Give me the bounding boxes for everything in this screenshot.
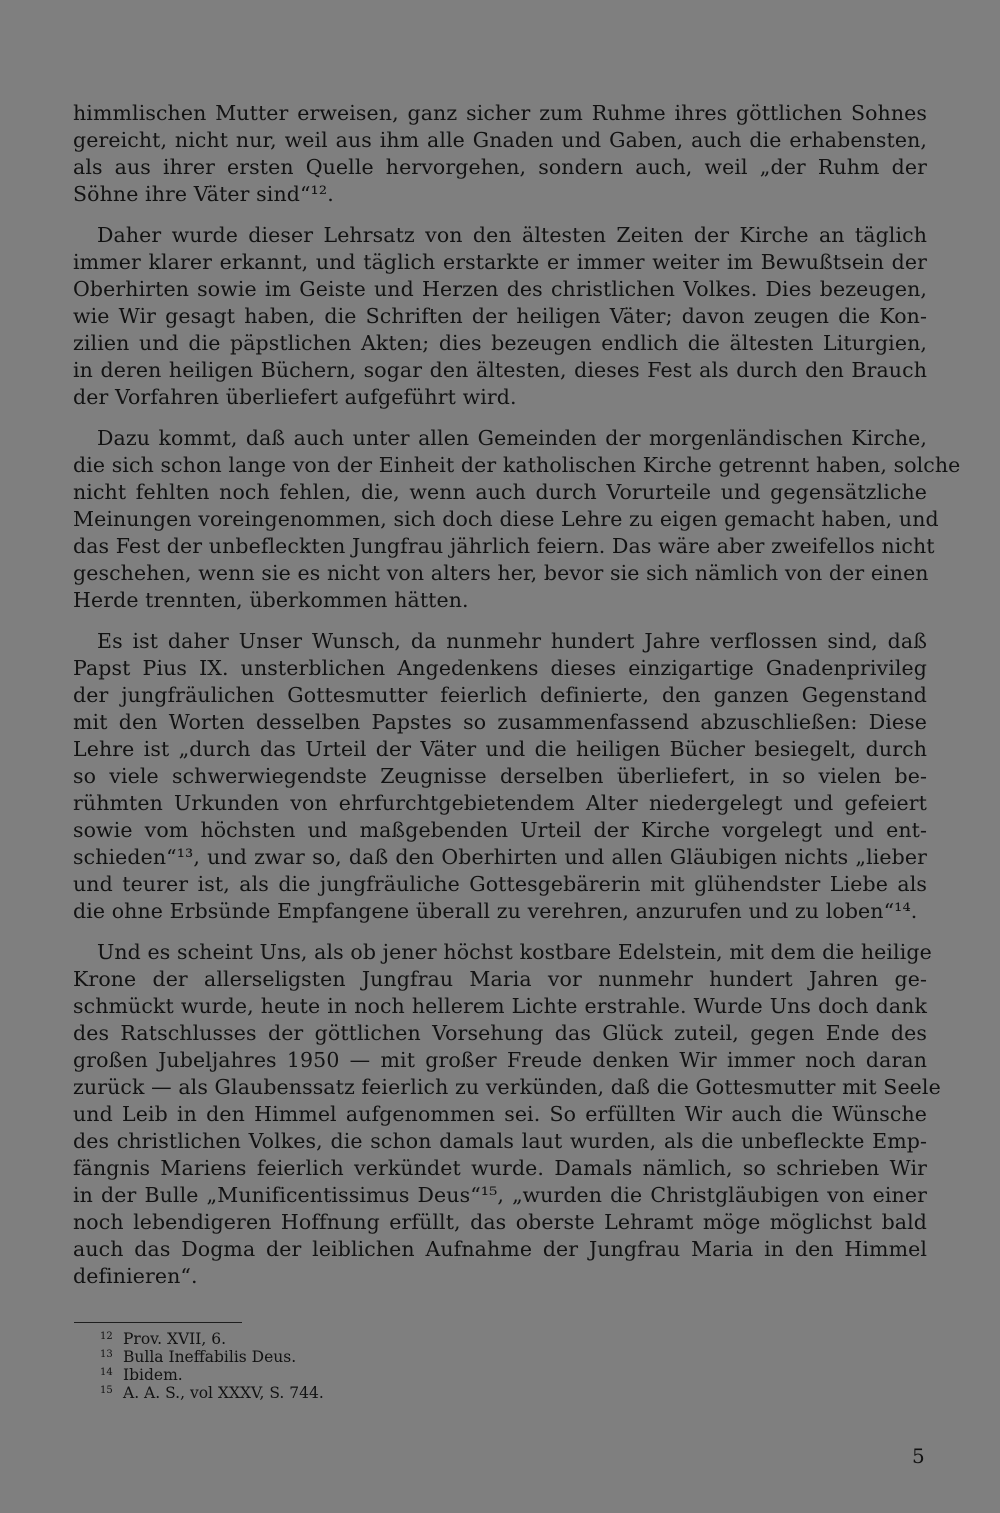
footnote-text: Bulla Ineffabilis Deus. <box>123 1348 297 1366</box>
text-line: gereicht, nicht nur, weil aus ihm alle Gnaden und Gaben, auch die erhabensten, <box>73 128 927 152</box>
footnote-text: A. A. S., vol XXXV, S. 744. <box>123 1384 324 1402</box>
page-number: 5 <box>912 1444 925 1468</box>
footnote-number: 15 <box>100 1385 113 1396</box>
text-line: Daher wurde dieser Lehrsatz von den ältesten Zeiten der Kirche an täglich <box>97 223 927 247</box>
text-line: des christlichen Volkes, die schon damals laut wurden, als die unbefleckte Emp- <box>73 1129 927 1153</box>
text-line: nicht fehlten noch fehlen, die, wenn auch durch Vorurteile und gegensätzliche <box>73 480 927 504</box>
paragraph <box>73 628 927 925</box>
footnote <box>100 1346 600 1364</box>
text-line: Lehre ist „durch das Urteil der Väter und die heiligen Bücher besiegelt, durch <box>73 737 927 761</box>
text-line: wie Wir gesagt haben, die Schriften der heiligen Väter; davon zeugen die Kon- <box>73 304 927 328</box>
footnote-number: 13 <box>100 1349 113 1360</box>
text-line: der jungfräulichen Gottesmutter feierlich definierte, den ganzen Gegenstand <box>73 683 927 707</box>
footnote <box>100 1328 600 1346</box>
text-line: die sich schon lange von der Einheit der katholischen Kirche getrennt haben, solche <box>73 453 961 477</box>
text-line: Herde trennten, überkommen hätten. <box>73 588 469 612</box>
text-line: Es ist daher Unser Wunsch, da nunmehr hundert Jahre verflossen sind, daß <box>97 629 927 653</box>
text-line: Krone der allerseligsten Jungfrau Maria vor nunmehr hundert Jahren ge- <box>73 967 927 991</box>
text-line: schmückt wurde, heute in noch hellerem Lichte erstrahle. Wurde Uns doch dank <box>73 994 927 1018</box>
paragraph <box>73 939 941 1290</box>
text-line: als aus ihrer ersten Quelle hervorgehen, sondern auch, weil „der Ruhm der <box>73 155 927 179</box>
footnote-text: Ibidem. <box>123 1366 183 1384</box>
paragraph <box>73 222 927 411</box>
text-line: zurück — als Glaubenssatz feierlich zu verkünden, daß die Gottesmutter mit Seele <box>73 1075 941 1099</box>
text-line: in der Bulle „Munificentissimus Deus“¹⁵, „wurden die Christgläubigen von einer <box>73 1183 927 1207</box>
text-line: rühmten Urkunden von ehrfurchtgebietendem Alter niedergelegt und gefeiert <box>73 791 927 815</box>
footnote-number: 14 <box>100 1367 113 1378</box>
body-text <box>73 100 961 1304</box>
text-line: des Ratschlusses der göttlichen Vorsehung das Glück zuteil, gegen Ende des <box>73 1021 927 1045</box>
text-line: Oberhirten sowie im Geiste und Herzen des christlichen Volkes. Dies bezeugen, <box>73 277 927 301</box>
text-line: der Vorfahren überliefert aufgeführt wird. <box>73 385 517 409</box>
text-line: Papst Pius IX. unsterblichen Angedenkens dieses einzigartige Gnadenprivileg <box>73 656 927 680</box>
text-line: immer klarer erkannt, und täglich erstarkte er immer weiter im Bewußtsein der <box>73 250 927 274</box>
paragraph <box>73 425 961 614</box>
text-line: definieren“. <box>73 1264 198 1288</box>
text-line: in deren heiligen Büchern, sogar den ältesten, dieses Fest als durch den Brauch <box>73 358 927 382</box>
text-line: fängnis Mariens feierlich verkündet wurde. Damals nämlich, so schrieben Wir <box>73 1156 927 1180</box>
paragraph <box>73 100 927 208</box>
text-line: geschehen, wenn sie es nicht von alters her, bevor sie sich nämlich von der einen <box>73 561 929 585</box>
text-line: noch lebendigeren Hoffnung erfüllt, das oberste Lehramt möge möglichst bald <box>73 1210 927 1234</box>
footnote <box>100 1382 600 1400</box>
text-line: zilien und die päpstlichen Akten; dies bezeugen endlich die ältesten Liturgien, <box>73 331 927 355</box>
text-line: sowie vom höchsten und maßgebenden Urteil der Kirche vorgelegt und ent- <box>73 818 927 842</box>
text-line: Dazu kommt, daß auch unter allen Gemeinden der morgenländischen Kirche, <box>97 426 927 450</box>
text-line: so viele schwerwiegendste Zeugnisse derselben überliefert, in so vielen be- <box>73 764 927 788</box>
footnotes <box>100 1328 600 1400</box>
text-line: mit den Worten desselben Papstes so zusammenfassend abzuschließen: Diese <box>73 710 927 734</box>
text-line: und teurer ist, als die jungfräuliche Gottesgebärerin mit glühendster Liebe als <box>73 872 927 896</box>
footnote-divider <box>74 1322 242 1323</box>
footnote <box>100 1364 600 1382</box>
text-line: himmlischen Mutter erweisen, ganz sicher zum Ruhme ihres göttlichen Sohnes <box>73 101 927 125</box>
text-line: Meinungen voreingenommen, sich doch diese Lehre zu eigen gemacht haben, und <box>73 507 939 531</box>
text-line: großen Jubeljahres 1950 — mit großer Freude denken Wir immer noch daran <box>73 1048 927 1072</box>
text-line: das Fest der unbefleckten Jungfrau jährlich feiern. Das wäre aber zweifellos nicht <box>73 534 935 558</box>
text-line: schieden“¹³, und zwar so, daß den Oberhirten und allen Gläubigen nichts „lieber <box>73 845 927 869</box>
text-line: die ohne Erbsünde Empfangene überall zu verehren, anzurufen und zu loben“¹⁴. <box>73 899 918 923</box>
text-line: auch das Dogma der leiblichen Aufnahme der Jungfrau Maria in den Himmel <box>73 1237 927 1261</box>
footnote-text: Prov. XVII, 6. <box>123 1330 227 1348</box>
footnote-number: 12 <box>100 1331 113 1342</box>
text-line: Söhne ihre Väter sind“¹². <box>73 182 334 206</box>
text-line: Und es scheint Uns, als ob jener höchst kostbare Edelstein, mit dem die heilige <box>97 940 932 964</box>
text-line: und Leib in den Himmel aufgenommen sei. So erfüllten Wir auch die Wünsche <box>73 1102 927 1126</box>
